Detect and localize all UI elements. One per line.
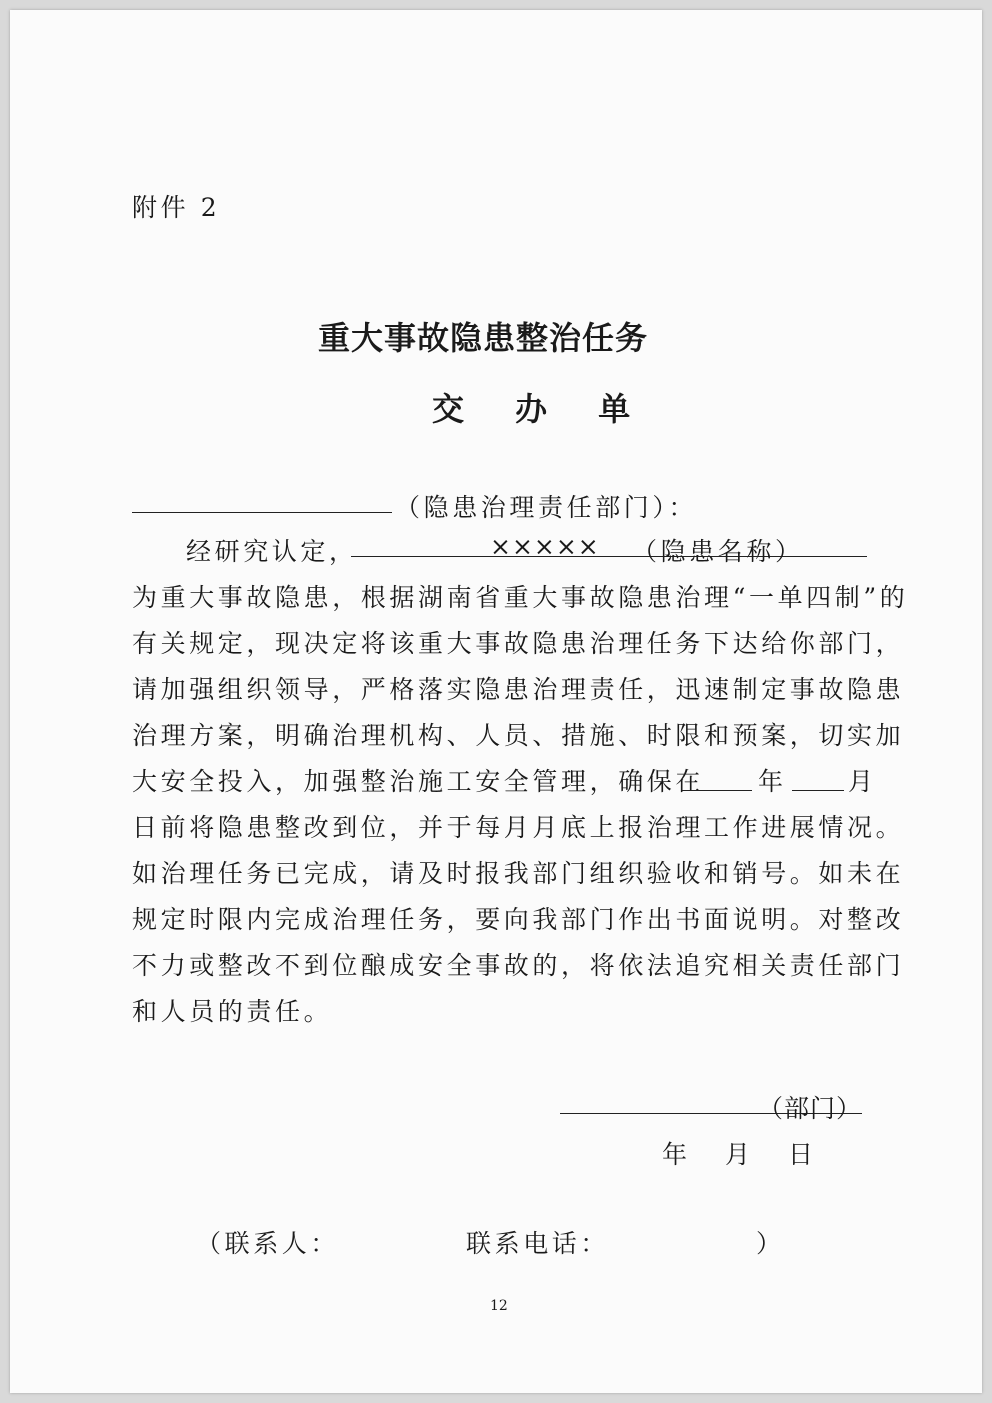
signature-department: （部门） [758, 1094, 863, 1123]
hazard-name-label: （隐患名称） [632, 537, 804, 566]
recipient-blank-line [132, 512, 392, 513]
contact-close-paren: ） [756, 1229, 785, 1258]
contact-person-label: （联系人： [196, 1229, 340, 1258]
document-page [10, 10, 982, 1393]
paragraph-line: 不力或整改不到位酿成安全事故的，将依法追究相关责任部门 [132, 951, 905, 980]
signature-date-day: 日 [788, 1140, 817, 1169]
paragraph-line: 为重大事故隐患，根据湖南省重大事故隐患治理“一单四制”的 [132, 583, 909, 612]
paragraph-line: 规定时限内完成治理任务，要向我部门作出书面说明。对整改 [132, 905, 905, 934]
deadline-prefix: 大安全投入，加强整治施工安全管理，确保在 [132, 767, 705, 796]
page-number: 12 [490, 1298, 508, 1314]
deadline-month: 月 [848, 767, 877, 796]
signature-date-month: 月 [725, 1140, 754, 1169]
paragraph-intro: 经研究认定， [186, 537, 358, 566]
recipient-label: （隐患治理责任部门）： [395, 493, 698, 522]
year-blank-line [682, 790, 752, 791]
paragraph-line: 请加强组织领导，严格落实隐患治理责任，迅速制定事故隐患 [132, 675, 905, 704]
month-blank-line [792, 790, 844, 791]
contact-phone-label: 联系电话： [466, 1229, 610, 1258]
paragraph-line: 治理方案，明确治理机构、人员、措施、时限和预案，切实加 [132, 721, 905, 750]
document-subtitle: 交 办 单 [432, 390, 651, 428]
paragraph-line: 有关规定，现决定将该重大事故隐患治理任务下达给你部门， [132, 629, 905, 658]
signature-date-year: 年 [662, 1140, 691, 1169]
deadline-year: 年 [758, 767, 787, 796]
hazard-placeholder: ××××× [490, 532, 600, 561]
paragraph-line: 和人员的责任。 [132, 997, 333, 1026]
paragraph-line: 如治理任务已完成，请及时报我部门组织验收和销号。如未在 [132, 859, 905, 888]
document-title: 重大事故隐患整治任务 [318, 319, 649, 357]
attachment-label: 附件 2 [132, 193, 221, 222]
paragraph-line: 日前将隐患整改到位，并于每月月底上报治理工作进展情况。 [132, 813, 905, 842]
